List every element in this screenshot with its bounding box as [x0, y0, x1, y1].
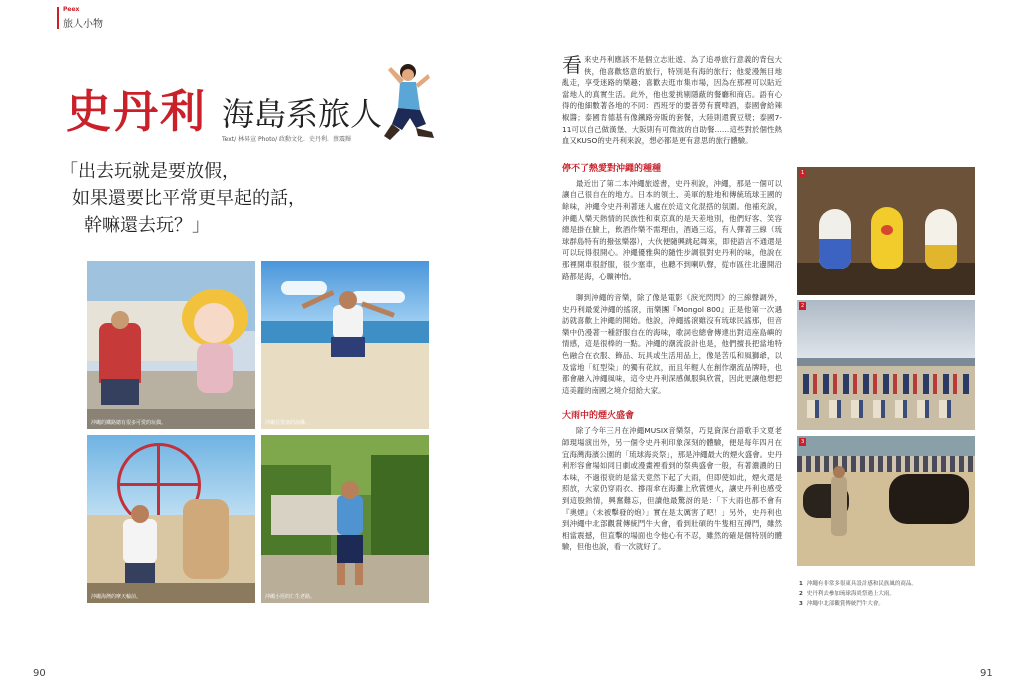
title-name: 史丹利	[66, 85, 208, 138]
section-label: Peex	[63, 6, 80, 13]
quote-line-2: 如果還要比平常更早起的話，	[72, 188, 306, 209]
photo-bullfight	[797, 436, 975, 566]
intro-paragraph: 來史丹利應該不是個立志壯遊、為了追尋旅行意義的背包大俠，他喜歡悠意的旅行，特別是有海的旅行；他愛漫無目地亂走，享受迷路的樂趣；喜歡去逛市集市場，因為在那裡可以貼近當地人的真實生活。此外，他也愛挑剔隱蔽的餐廳和商店。語有心得的他細數著各地的不同：西班牙的要普勞有賣啤酒，泰國會給辣椒醬；泰國肯德基有像鐵路旁販的套餐，大陸則還賣豆漿；泰國7-11可以自己做漢堡、大阪則有可微波的自助餐……這些對於個性熱血又KUSO的史丹利來說，想必都是更有意思的旅行體驗。	[562, 55, 782, 146]
photo-caption: 沖繩小徑的仁生老路。	[265, 594, 316, 600]
photo-caption: 沖繩海灣的摩天輪前。	[91, 594, 142, 600]
section-heading-2: 大雨中的煙火盛會	[562, 411, 635, 422]
photo-garden-path	[261, 435, 429, 603]
drop-cap: 看	[562, 53, 582, 77]
photo-doll-bench	[87, 261, 255, 429]
photo-number: 2	[801, 303, 805, 309]
photo-caption: 沖繩拉黑塞的海灘。	[265, 420, 311, 426]
quote-line-3: 幹嘛還去玩？」	[84, 215, 210, 236]
photo-caption: 沖繩的鐵路總有很多可愛的玩偶。	[91, 420, 167, 426]
quote-line-1: 「出去玩就是要放假，	[60, 161, 240, 182]
page-number-right: 91	[980, 668, 993, 679]
caption-item	[799, 579, 999, 589]
caption-text: 史丹利去參加琉球海炎祭遇上大雨。	[806, 591, 895, 597]
credit-line: Text/ 林昇宣 Photo/ 政勳文化．史丹利．蔡震輝	[222, 136, 352, 143]
column-label: 旅人小物	[63, 19, 103, 30]
photo-number: 3	[801, 439, 805, 445]
photo-beach-jump	[261, 261, 429, 429]
caption-number: 2	[799, 591, 803, 597]
caption-text: 沖繩中北部觀賞傳統鬥牛大會。	[806, 601, 884, 607]
photo-owl-dolls	[797, 167, 975, 295]
section-1-paragraph-1: 最近出了第二本沖繩旅遊書，史丹利說，沖繩，那是一個可以讓自己很自在的地方。日本的領土、美軍的駐地和傳統琉球王國的餘味，沖繩令史丹利著迷人處在於這文化混搭的氛圍。他補充說，沖繩人樂天熱情的民族性和東京真的是天差地別，他們好客、笑容總是掛在臉上，飲酒作樂不需理由，酒過三巡，有人彈著三線（琉球群島特有的撥弦樂器），大伙便隨興跳起舞來，即使語言不通還是可以玩得很開心。沖繩優雅與的隨性步調很對史丹利的味，他說在那裡開車很舒服，很少塞車，也聽不到喇叭聲，從市區往北邊開沿路都是海，心曠神怡。	[562, 178, 782, 281]
caption-item	[799, 599, 999, 609]
pull-quote	[60, 158, 306, 239]
photo-ferris-wheel	[87, 435, 255, 603]
photo-number: 1	[801, 170, 805, 176]
caption-number: 1	[799, 581, 803, 587]
section-1-paragraph-2: 聊到沖繩的音樂，除了像是電影《淚光閃閃》的三線聲調外，史丹利最愛沖繩的搖滾，而樂團『Mongol 800』正是他第一次遇訪就喜歡上沖繩的開始。他說，沖繩搖滾雖沒有琉球民謠那，但音樂中仍漫著一種舒服自在的海味，歌詞也總會傳達出對這座島嶼的情感，這是很棒的一點。沖繩的潮流設計也是，他們擅長把當地特色融合在衣服、飾品、玩具或生活用品上，像是苦瓜和風獅爺，以及當地「紅型染」的獨有花紋，而且年輕人在創作潮流品牌時，也都會融入沖繩風味，這令史丹利深感佩服與欣賞，因此更讓他想把這美麗的南國之境介紹給大家。	[562, 293, 782, 395]
section-heading-1: 停不了熱愛對沖繩的種種	[562, 163, 662, 174]
caption-text: 沖繩有非常多很東具設計感和民族風的商品。	[806, 581, 917, 587]
jumping-person-illustration	[380, 58, 460, 148]
caption-list	[799, 579, 999, 609]
section-2-paragraph-1: 除了今年三月在沖繩MUSIX音樂祭，巧見資深台語歌手文夏老師現場演出外，另一個令史丹利印象深刻的體驗，便是每年四月在宜海灣海濱公園的「琉球海炎祭」，那是沖繩最大的煙火盛會。史丹利形容會場如同日劇或漫畫裡看到的祭典盛會一般，有著濃濃的日本味，不過很衰的是當天竟然下起了大雨，但即使如此，煙火還是照放，大家仍穿雨衣、撐雨傘在海灘上欣賞煙火，讓史丹利也感受到這股熱情，興奮難忘，但讀他最驚訝的是：「下大雨也都不會有『奧煙』（未被擊發的炮）」實在是太厲害了吧！」另外，史丹利也到沖繩中北部觀賞傳統鬥牛大會，看到壯碩的牛隻相互搏鬥，雖然相當震撼，但直擊的場面也令他心有不忍，雖然的確是個特別的體驗，但他也說，看一次就好了。	[562, 426, 782, 552]
photo-beach-festival	[797, 300, 975, 430]
caption-item	[799, 589, 999, 599]
article-column	[562, 54, 782, 553]
caption-number: 3	[799, 601, 803, 607]
title-subtitle: 海島系旅人	[222, 95, 383, 133]
page-number-left: 90	[33, 668, 46, 679]
section-tag	[57, 7, 59, 29]
